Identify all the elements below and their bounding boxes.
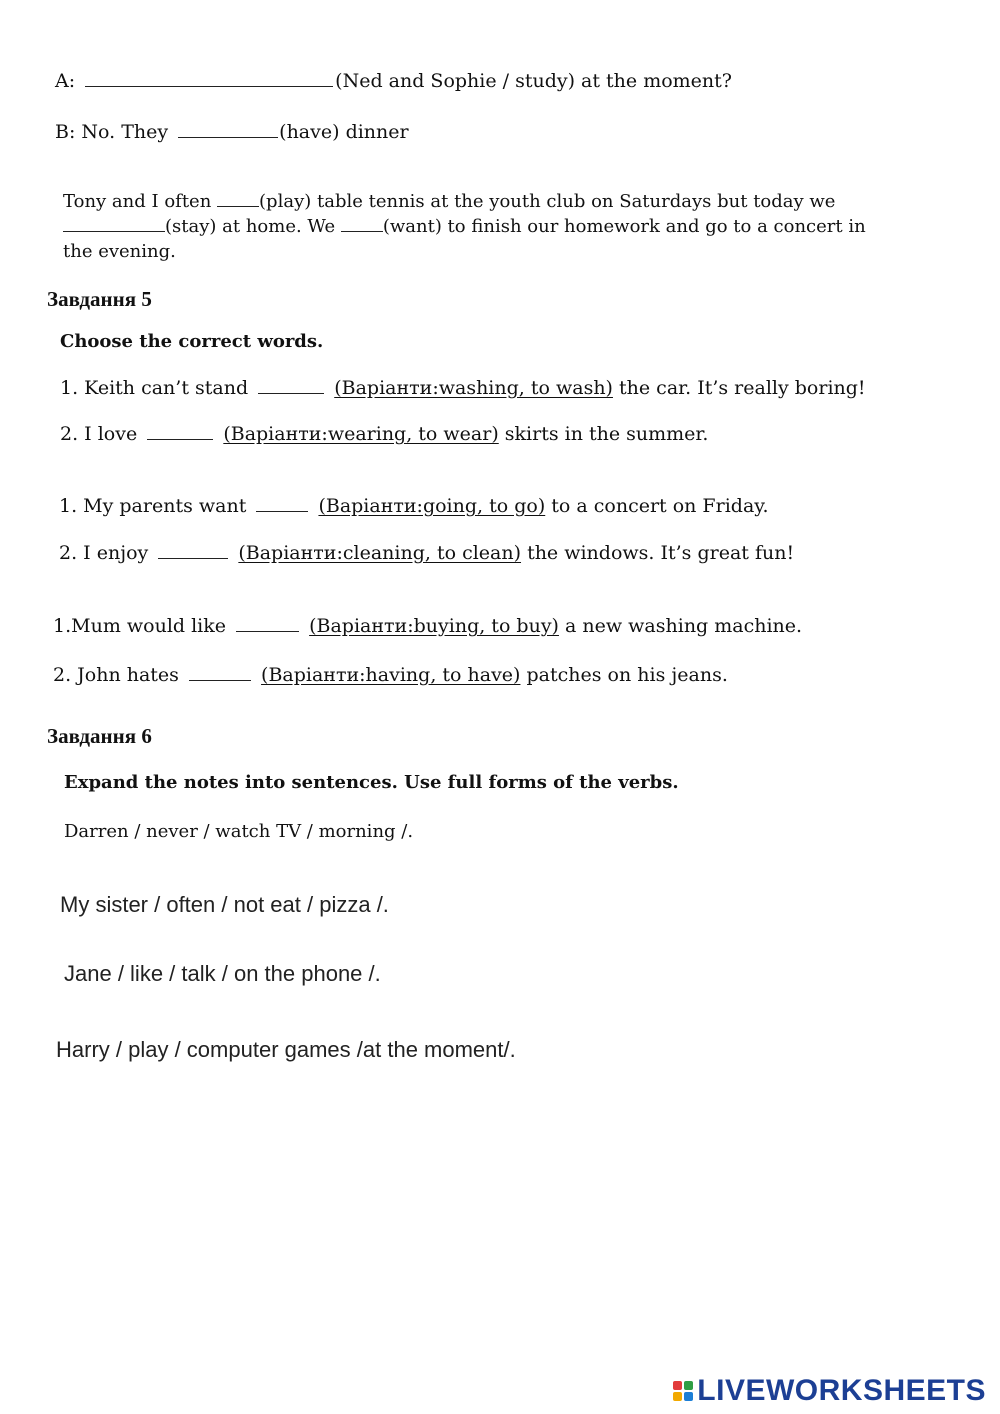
answer-blank[interactable] — [217, 205, 259, 207]
answer-blank[interactable] — [158, 557, 228, 559]
answer-blank[interactable] — [236, 630, 299, 632]
item-suffix: a new washing machine. — [565, 615, 803, 637]
logo-square — [684, 1392, 693, 1401]
logo-square — [684, 1381, 693, 1390]
item-suffix: patches on his jeans. — [526, 664, 728, 686]
answer-blank[interactable] — [189, 679, 251, 681]
answer-blank[interactable] — [63, 230, 165, 232]
item-prefix: 1. My parents want — [59, 495, 247, 517]
dialogue-a-suffix: (Ned and Sophie / study) at the moment? — [335, 70, 732, 92]
item-prefix: 1.Mum would like — [53, 615, 227, 637]
liveworksheets-logo — [673, 1374, 986, 1408]
answer-blank[interactable] — [258, 392, 324, 394]
dialogue-b-prefix: B: No. They — [55, 121, 169, 143]
para-part-4: (want) to finish our homework and go to a concert in the evening. — [63, 216, 866, 262]
logo-square — [673, 1392, 682, 1401]
note-sentence: Darren / never / watch TV / morning /. — [64, 821, 414, 842]
answer-blank[interactable] — [147, 438, 213, 440]
para-part-1: Tony and I often — [63, 191, 218, 212]
task-5-item — [60, 423, 708, 445]
item-suffix: the car. It’s really boring! — [619, 377, 866, 399]
dialogue-line-a — [55, 70, 732, 92]
answer-blank[interactable] — [85, 85, 333, 87]
item-prefix: 2. I love — [60, 423, 138, 445]
task-5-heading: Завдання 5 — [47, 287, 152, 311]
logo-text: LIVEWORKSHEETS — [697, 1374, 986, 1407]
task-6-heading: Завдання 6 — [47, 724, 152, 748]
word-options: (Варіанти:buying, to buy) — [309, 615, 559, 637]
word-options: (Варіанти:washing, to wash) — [334, 377, 613, 399]
task-5-instruction: Choose the correct words. — [60, 331, 324, 352]
gap-fill-paragraph — [63, 189, 893, 264]
item-suffix: the windows. It’s great fun! — [527, 542, 795, 564]
item-prefix: 1. Keith can’t stand — [60, 377, 249, 399]
task-5-item — [59, 542, 794, 564]
item-prefix: 2. I enjoy — [59, 542, 149, 564]
para-part-3: (stay) at home. We — [165, 216, 341, 237]
note-sentence: Jane / like / talk / on the phone /. — [64, 961, 381, 986]
item-suffix: skirts in the summer. — [504, 423, 709, 445]
word-options: (Варіанти:having, to have) — [261, 664, 521, 686]
task-6-instruction: Expand the notes into sentences. Use full forms of the verbs. — [64, 772, 679, 793]
task-5-item — [60, 377, 866, 399]
answer-blank[interactable] — [341, 230, 383, 232]
dialogue-line-b — [55, 121, 409, 143]
task-5-item — [53, 615, 802, 637]
dialogue-a-prefix: A: — [55, 70, 76, 92]
note-sentence: My sister / often / not eat / pizza /. — [60, 892, 389, 917]
logo-square — [673, 1381, 682, 1390]
para-part-2: (play) table tennis at the youth club on Saturdays but today we — [259, 191, 836, 212]
word-options: (Варіанти:going, to go) — [318, 495, 546, 517]
note-sentence: Harry / play / computer games /at the moment/. — [56, 1037, 516, 1062]
answer-blank[interactable] — [178, 136, 278, 138]
item-suffix: to a concert on Friday. — [551, 495, 769, 517]
task-5-item — [59, 495, 769, 517]
item-prefix: 2. John hates — [53, 664, 179, 686]
logo-mark-icon — [673, 1381, 693, 1401]
word-options: (Варіанти:cleaning, to clean) — [238, 542, 522, 564]
dialogue-b-suffix: (have) dinner — [279, 121, 409, 143]
task-5-item — [53, 664, 728, 686]
word-options: (Варіанти:wearing, to wear) — [223, 423, 499, 445]
answer-blank[interactable] — [256, 510, 308, 512]
